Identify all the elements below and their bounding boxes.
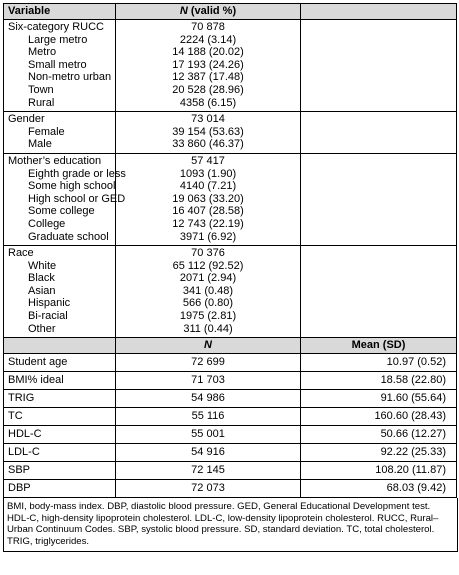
continuous-n: 72 699 [116, 354, 301, 372]
subcategory-value: 566 (0.80) [182, 297, 234, 310]
subcategory-label: Other [28, 322, 56, 335]
category-label: Race [8, 247, 34, 260]
continuous-mean: 10.97 (0.52) [301, 354, 457, 372]
continuous-label: TRIG [4, 390, 116, 408]
subcategory-value: 20 528 (28.96) [172, 83, 244, 96]
continuous-n: 54 916 [116, 444, 301, 462]
subcategory-value: 311 (0.44) [183, 322, 233, 335]
header-variable: Variable [4, 4, 116, 20]
continuous-row [4, 354, 457, 372]
category-block [4, 112, 457, 154]
continuous-mean: 18.58 (22.80) [301, 372, 457, 390]
subcategory-value: 3971 (6.92) [179, 230, 237, 243]
continuous-row [4, 480, 457, 498]
table-footnotes: BMI, body-mass index. DBP, diastolic blood pressure. GED, General Educational Development test. HDL-C, high-density lipoprotein cholesterol. LDL-C, low-density lipoprotein cholesterol. RUCC, Rural–Urban Continuum Codes. SBP, systolic blood pressure. SD, standard deviation. TC, total cholesterol. TRIG, triglycerides. [3, 498, 458, 552]
subcategory-label: Metro [28, 46, 57, 59]
category-total: 70 878 [191, 21, 225, 33]
continuous-row [4, 408, 457, 426]
continuous-label: DBP [4, 480, 116, 498]
continuous-mean: 160.60 (28.43) [301, 408, 457, 426]
continuous-n: 72 145 [116, 462, 301, 480]
header-n-valid [116, 4, 301, 20]
category-labels [4, 112, 116, 154]
category-empty-cell [301, 112, 457, 154]
header-n-rest: (valid %) [187, 5, 237, 17]
subcategory-value: 33 860 (46.37) [172, 138, 244, 151]
category-empty-cell [301, 153, 457, 245]
category-values [116, 246, 301, 338]
continuous-row [4, 390, 457, 408]
subcategory-value: 39 154 (53.63) [172, 125, 244, 138]
continuous-n: 55 116 [116, 408, 301, 426]
subcategory-value: 65 112 (92.52) [172, 259, 244, 272]
subcategory-value: 2224 (3.14) [179, 33, 237, 46]
subcategory-label: Rural [28, 96, 55, 109]
category-empty-cell [301, 20, 457, 112]
descriptive-statistics-table-document [3, 3, 456, 552]
subcategory-label: Some college [28, 205, 95, 218]
continuous-label: Student age [4, 354, 116, 372]
category-labels [4, 153, 126, 245]
category-block [4, 20, 457, 112]
subcategory-value: 19 063 (33.20) [172, 192, 244, 205]
subcategory-label: Small metro [28, 58, 87, 71]
subcategory-label: College [28, 217, 66, 230]
continuous-header-mean: Mean (SD) [301, 338, 457, 354]
continuous-label: LDL-C [4, 444, 116, 462]
continuous-mean: 68.03 (9.42) [301, 480, 457, 498]
subcategory-value: 1093 (1.90) [179, 167, 237, 180]
subcategory-label: Non-metro urban [28, 71, 112, 84]
subcategory-value: 1975 (2.81) [179, 310, 237, 323]
category-values [116, 112, 301, 154]
subcategory-value: 341 (0.48) [182, 284, 234, 297]
continuous-mean: 91.60 (55.64) [301, 390, 457, 408]
continuous-mean: 50.66 (12.27) [301, 426, 457, 444]
subcategory-value: 2071 (2.94) [179, 272, 237, 285]
category-total: 57 417 [191, 154, 225, 167]
subcategory-value: 12 743 (22.19) [172, 217, 244, 230]
subcategory-value: 16 407 (28.58) [172, 205, 244, 218]
category-block [4, 153, 457, 245]
continuous-row [4, 426, 457, 444]
category-values [116, 153, 301, 245]
continuous-n: 72 073 [116, 480, 301, 498]
continuous-label: BMI% ideal [4, 372, 116, 390]
category-labels [4, 246, 116, 338]
subcategory-label: Graduate school [28, 230, 109, 243]
subcategory-label: Black [28, 272, 55, 285]
continuous-label: TC [4, 408, 116, 426]
subcategory-label: Some high school [28, 180, 116, 193]
header-empty [301, 4, 457, 20]
subcategory-label: Male [28, 138, 52, 151]
subcategory-label: Town [28, 83, 54, 96]
subcategory-value: 4358 (6.15) [179, 96, 237, 109]
continuous-label: SBP [4, 462, 116, 480]
category-label: Six-category RUCC [8, 21, 104, 33]
subcategory-value: 17 193 (24.26) [172, 58, 244, 71]
subcategory-label: Bi-racial [28, 310, 68, 323]
table-header-row [4, 4, 457, 20]
category-label: Gender [8, 113, 45, 126]
continuous-row [4, 462, 457, 480]
subcategory-value: 12 387 (17.48) [172, 71, 244, 84]
subcategory-label: Eighth grade or less [28, 167, 126, 180]
subcategory-label: Asian [28, 284, 56, 297]
continuous-n: 55 001 [116, 426, 301, 444]
subcategory-label: Female [28, 125, 65, 138]
continuous-label: HDL-C [4, 426, 116, 444]
subcategory-value: 4140 (7.21) [179, 180, 237, 193]
header-n-italic: N [179, 5, 188, 17]
continuous-n: 54 986 [116, 390, 301, 408]
subcategory-label: High school or GED [28, 192, 126, 205]
continuous-header-n: N [116, 338, 301, 354]
continuous-mean: 108.20 (11.87) [301, 462, 457, 480]
subcategory-label: Large metro [28, 33, 88, 46]
category-empty-cell [301, 246, 457, 338]
subcategory-label: Hispanic [28, 297, 71, 310]
category-total: 70 376 [191, 247, 225, 260]
continuous-row [4, 372, 457, 390]
statistics-table [3, 3, 457, 498]
continuous-n: 71 703 [116, 372, 301, 390]
subcategory-value: 14 188 (20.02) [172, 46, 244, 59]
continuous-row [4, 444, 457, 462]
continuous-header-row [4, 338, 457, 354]
category-values [116, 20, 301, 112]
category-total: 73 014 [191, 113, 225, 126]
subcategory-label: White [28, 259, 57, 272]
category-label: Mother’s education [8, 154, 102, 167]
continuous-header-empty [4, 338, 116, 354]
continuous-mean: 92.22 (25.33) [301, 444, 457, 462]
category-block [4, 246, 457, 338]
category-labels [4, 20, 116, 112]
